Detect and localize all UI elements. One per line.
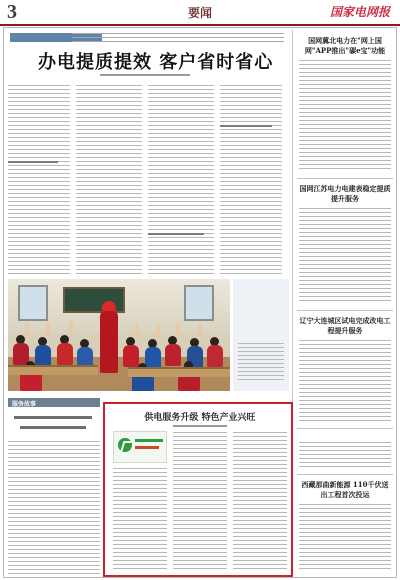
brief-text bbox=[299, 60, 391, 172]
brief-title[interactable]: 国网江苏电力电建表稳定提质提升服务 bbox=[299, 184, 391, 203]
lead-body bbox=[8, 85, 282, 277]
brief-text bbox=[299, 504, 391, 572]
brief-title[interactable]: 国网冀北电力在"网上国网"APP推出"碳e宝"功能 bbox=[304, 36, 386, 55]
page-number: 3 bbox=[7, 1, 17, 23]
brief-divider bbox=[297, 428, 393, 429]
featured-article-column-1 bbox=[113, 468, 167, 572]
service-story-title[interactable] bbox=[10, 412, 100, 438]
page-header bbox=[0, 0, 400, 25]
brief-title[interactable]: 西藏那曲新能源 110千伏送出工程首次投运 bbox=[301, 480, 389, 499]
featured-article-title[interactable]: 供电服务升级 特色产业兴旺 bbox=[144, 413, 256, 423]
lead-column-1 bbox=[8, 85, 70, 277]
photo-caption-text bbox=[238, 343, 284, 383]
brand-mark-icon bbox=[118, 438, 132, 452]
lead-byline bbox=[100, 74, 190, 76]
featured-article-column-3 bbox=[233, 432, 287, 572]
lead-subhead bbox=[8, 161, 58, 163]
news-brief-column bbox=[292, 30, 396, 578]
lead-summary bbox=[72, 33, 284, 45]
lead-column-2 bbox=[76, 85, 142, 277]
lead-subhead bbox=[148, 233, 204, 235]
photo-sidebar bbox=[233, 279, 289, 391]
brief-divider bbox=[297, 310, 393, 311]
masthead-logo: 国家电网报 bbox=[330, 5, 391, 19]
brief-text bbox=[299, 208, 391, 304]
featured-article-column-2 bbox=[173, 432, 227, 572]
classroom-photo[interactable] bbox=[8, 279, 230, 391]
header-rule bbox=[0, 24, 400, 26]
service-story-tag bbox=[8, 398, 100, 407]
lead-column-4 bbox=[220, 85, 282, 277]
service-brand-logo bbox=[113, 431, 167, 463]
brief-divider bbox=[297, 474, 393, 475]
worker-figure bbox=[100, 311, 118, 373]
section-title: 要闻 bbox=[188, 6, 213, 20]
featured-article-byline bbox=[173, 425, 227, 427]
featured-article[interactable] bbox=[103, 402, 293, 577]
lead-column-3 bbox=[148, 85, 214, 277]
lead-subhead bbox=[220, 125, 272, 127]
brief-divider bbox=[297, 178, 393, 179]
brief-title[interactable]: 辽宁大连城区试电完成改电工程提升服务 bbox=[299, 316, 391, 335]
lead-headline[interactable]: 办电提质提效 客户省时省心 bbox=[38, 52, 274, 73]
brief-text bbox=[299, 442, 391, 468]
service-story-tag-label: 服务故事 bbox=[12, 401, 37, 408]
brief-text bbox=[299, 340, 391, 422]
service-story-body bbox=[8, 441, 100, 574]
